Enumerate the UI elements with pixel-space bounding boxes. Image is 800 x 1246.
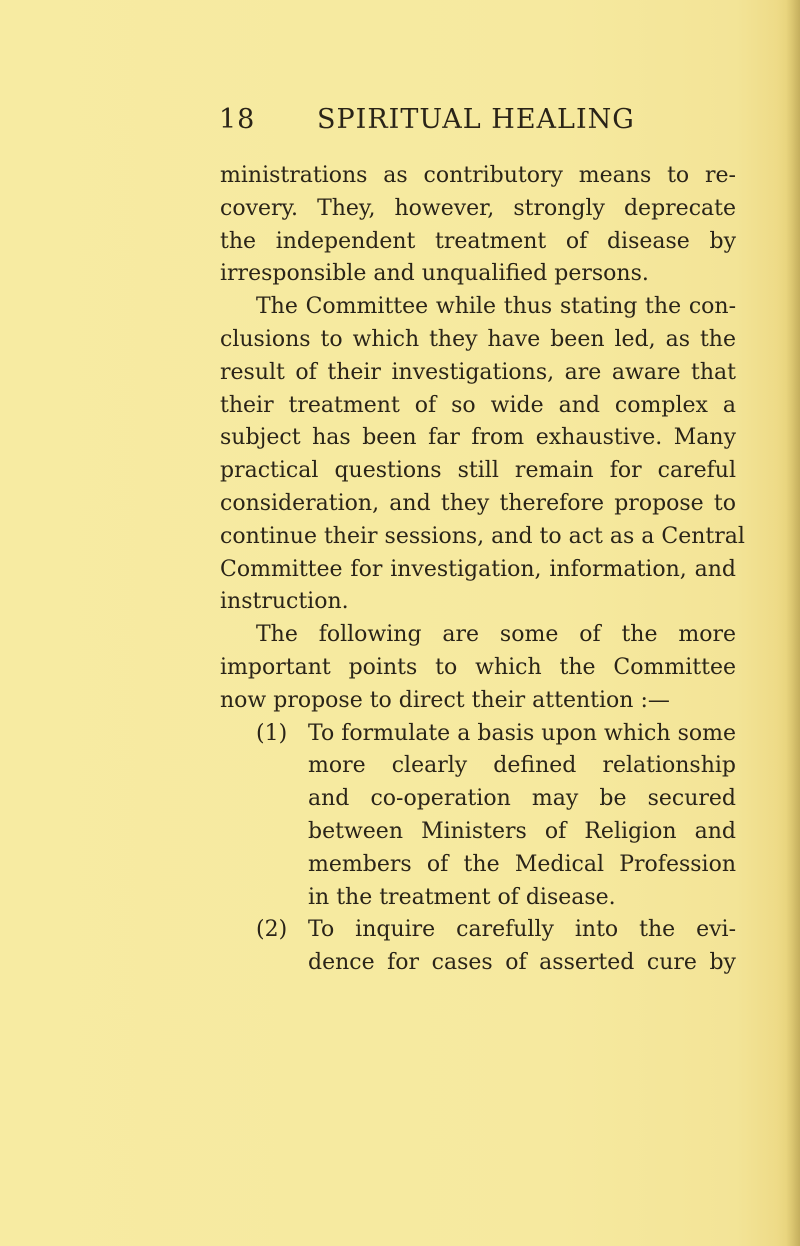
list-item-line: members of the Medical Profession [308, 851, 736, 877]
paragraph-3-line: The following are some of the more [256, 622, 736, 648]
paragraph-1-line: covery. They, however, strongly deprecate [220, 195, 736, 221]
list-item-line: more clearly defined relationship [308, 753, 736, 779]
page-header [0, 104, 800, 144]
paragraph-2-line: The Committee while thus stating the con- [256, 294, 736, 320]
list-item-line: dence for cases of asserted cure by [308, 950, 736, 976]
page-number: 18 [219, 104, 256, 135]
list-item-line: in the treatment of disease. [308, 884, 616, 910]
paragraph-1-line: ministrations as contributory means to re- [220, 163, 736, 188]
paragraph-2-line: subject has been far from exhaustive. Many [220, 425, 736, 451]
paragraph-2-line: practical questions still remain for careful [220, 458, 736, 484]
list-item-1 [220, 718, 736, 751]
running-head: SPIRITUAL HEALING [317, 104, 635, 135]
paragraph-2-line: clusions to which they have been led, as the [220, 326, 736, 352]
paragraph-1-line: irresponsible and unqualified persons. [220, 261, 649, 287]
list-item-line: To inquire carefully into the evi- [308, 917, 736, 943]
paragraph-3-line: important points to which the Committee [220, 654, 736, 680]
paragraph-2-line: their treatment of so wide and complex a [220, 392, 736, 418]
paragraph-2-line: consideration, and they therefore propose to [220, 490, 736, 516]
paragraph-1-line: the independent treatment of disease by [220, 228, 736, 254]
page-edge-shadow [786, 0, 800, 1246]
list-item-line: To formulate a basis upon which some [308, 720, 736, 746]
paragraph-2-line: Committee for investigation, information, and [220, 556, 736, 582]
body-text [220, 160, 745, 980]
list-item-line: and co-operation may be secured [308, 786, 736, 812]
list-item-line: between Ministers of Religion and [308, 818, 736, 844]
paragraph-2-line: result of their investigations, are aware that [220, 359, 736, 385]
paragraph-2-line: continue their sessions, and to act as a Central [220, 523, 745, 549]
list-item-number: (1) [256, 720, 288, 746]
list-item-2 [220, 914, 736, 947]
paragraph-3-line: now propose to direct their attention :— [220, 687, 670, 713]
paragraph-2-line: instruction. [220, 589, 349, 615]
list-item-number: (2) [256, 917, 288, 943]
